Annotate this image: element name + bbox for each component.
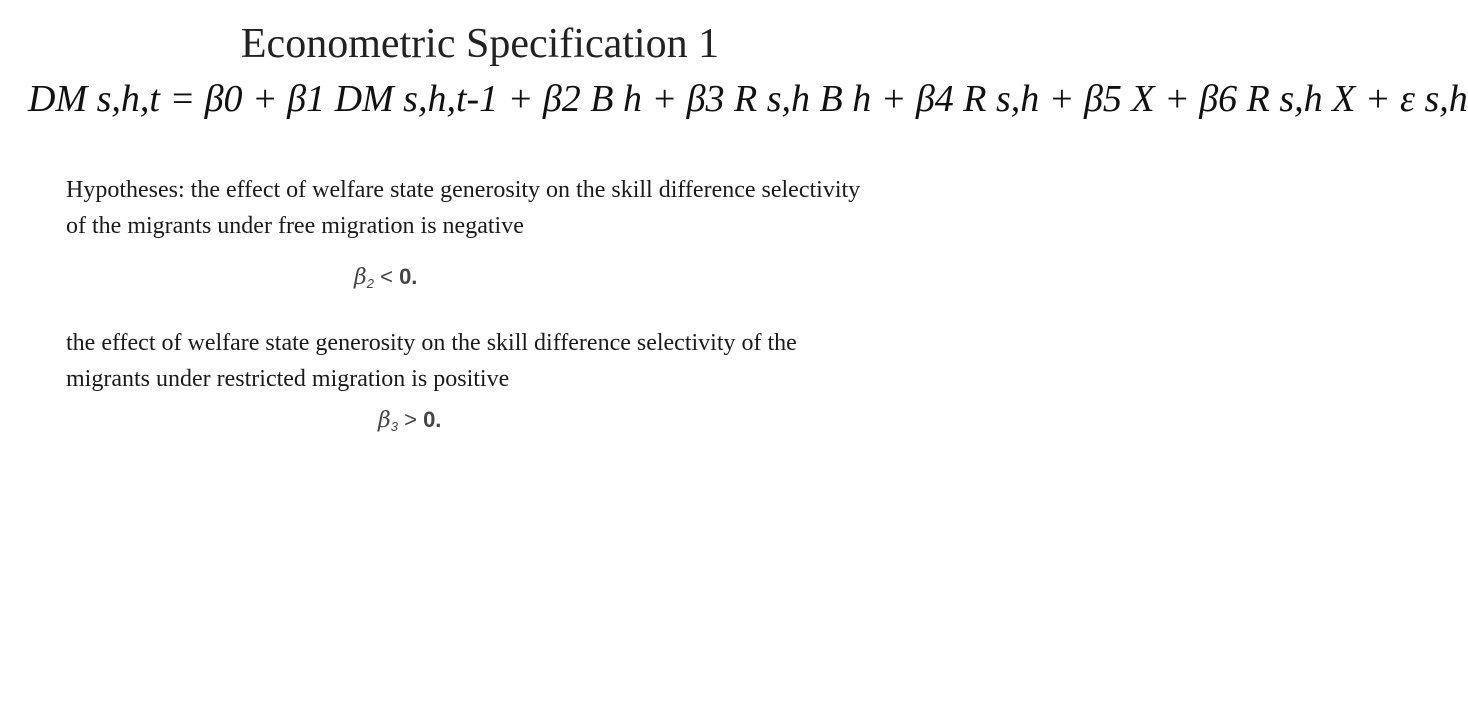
condition-value: 0. [399, 264, 418, 289]
hypothesis-paragraph-restricted-migration: the effect of welfare state generosity on the skill difference selectivity of the migrants under restricted migration is positive [66, 330, 797, 392]
hypothesis-paragraph-free-migration: Hypotheses: the effect of welfare state generosity on the skill difference selectivity of the migrants under free migration is negative [66, 177, 861, 239]
beta-symbol: β [378, 408, 391, 433]
comparison-operator: > [404, 407, 417, 432]
equation-text: DM s,h,t = β0 + β1 DM s,h,t-1 + β2 B h + β3 R s,h B h + β4 R s,h + β5 X + β6 R s,h X + ε s,h [28, 78, 1468, 120]
condition-value: 0. [423, 407, 442, 432]
slide-title: Econometric Specification 1 [240, 21, 720, 67]
beta-subscript: 3 [390, 419, 398, 434]
regression-equation [28, 76, 1468, 122]
comparison-operator: < [380, 264, 393, 289]
beta3-condition [378, 407, 441, 434]
beta-symbol: β [354, 265, 367, 290]
beta2-condition [354, 264, 417, 291]
beta-subscript: 2 [366, 276, 374, 291]
